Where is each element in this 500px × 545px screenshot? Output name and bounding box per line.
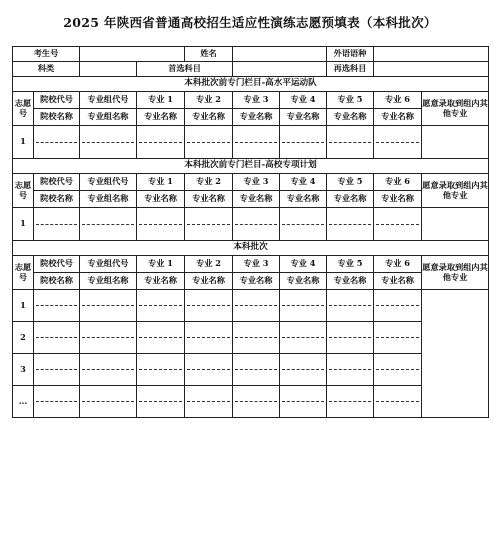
entry-cell[interactable]: [280, 290, 327, 322]
major-header: 专业 1: [137, 92, 185, 109]
dashed-divider: [235, 337, 277, 338]
major-header: 专业 3: [233, 256, 280, 273]
major-name-header: 专业名称: [233, 191, 280, 208]
entry-cell[interactable]: [233, 354, 280, 386]
entry-cell[interactable]: [280, 322, 327, 354]
dashed-divider: [235, 224, 277, 225]
entry-cell[interactable]: [34, 208, 80, 241]
school-name-header: 院校名称: [34, 109, 80, 126]
entry-cell[interactable]: [80, 322, 137, 354]
major-name-header: 专业名称: [374, 273, 422, 290]
volunteer-number: 1: [13, 208, 34, 241]
entry-cell[interactable]: [137, 290, 185, 322]
first-subject-field[interactable]: [233, 62, 327, 77]
entry-cell[interactable]: [34, 354, 80, 386]
major-header: 专业 5: [327, 92, 374, 109]
major-name-header: 专业名称: [137, 191, 185, 208]
group-code-header: 专业组代号: [80, 92, 137, 109]
school-code-header: 院校代号: [34, 92, 80, 109]
dashed-divider: [139, 305, 182, 306]
dashed-divider: [36, 224, 77, 225]
adjust-cell[interactable]: [422, 208, 489, 241]
entry-cell[interactable]: [137, 322, 185, 354]
second-subject-field[interactable]: [374, 62, 489, 77]
dashed-divider: [36, 401, 77, 402]
entry-cell[interactable]: [233, 322, 280, 354]
entry-cell[interactable]: [327, 208, 374, 241]
entry-cell[interactable]: [233, 290, 280, 322]
major-header: 专业 1: [137, 256, 185, 273]
entry-cell[interactable]: [327, 126, 374, 159]
group-name-header: 专业组名称: [80, 109, 137, 126]
dashed-divider: [187, 305, 230, 306]
page-title: 2025 年陕西省普通高校招生适应性演练志愿预填表（本科批次）: [63, 15, 437, 30]
major-name-header: 专业名称: [327, 273, 374, 290]
entry-cell[interactable]: [80, 208, 137, 241]
major-header: 专业 2: [185, 256, 233, 273]
volunteer-no-header: 志愿号: [13, 174, 34, 208]
entry-cell[interactable]: [374, 322, 422, 354]
entry-cell[interactable]: [80, 386, 137, 418]
dashed-divider: [187, 224, 230, 225]
dashed-divider: [329, 401, 371, 402]
dashed-divider: [282, 305, 324, 306]
subject-type-field[interactable]: [80, 62, 137, 77]
dashed-divider: [376, 305, 419, 306]
dashed-divider: [82, 369, 134, 370]
entry-cell[interactable]: [233, 386, 280, 418]
entry-cell[interactable]: [34, 386, 80, 418]
dashed-divider: [282, 142, 324, 143]
dashed-divider: [376, 369, 419, 370]
major-header: 专业 4: [280, 92, 327, 109]
school-name-header: 院校名称: [34, 273, 80, 290]
dashed-divider: [82, 337, 134, 338]
entry-cell[interactable]: [80, 354, 137, 386]
entry-cell[interactable]: [374, 126, 422, 159]
volunteer-number: ...: [13, 386, 34, 418]
entry-cell[interactable]: [34, 290, 80, 322]
entry-cell[interactable]: [80, 290, 137, 322]
major-header: 专业 6: [374, 256, 422, 273]
dashed-divider: [376, 401, 419, 402]
adjust-header: 愿意录取到组内其他专业: [422, 92, 489, 126]
group-name-header: 专业组名称: [80, 191, 137, 208]
major-header: 专业 5: [327, 256, 374, 273]
adjust-header: 愿意录取到组内其他专业: [422, 174, 489, 208]
dashed-divider: [187, 401, 230, 402]
entry-cell[interactable]: [374, 354, 422, 386]
major-name-header: 专业名称: [185, 109, 233, 126]
major-name-header: 专业名称: [280, 273, 327, 290]
dashed-divider: [329, 142, 371, 143]
dashed-divider: [82, 401, 134, 402]
entry-cell[interactable]: [280, 386, 327, 418]
volunteer-number: 1: [13, 126, 34, 159]
dashed-divider: [376, 142, 419, 143]
entry-cell[interactable]: [233, 126, 280, 159]
major-header: 专业 6: [374, 92, 422, 109]
entry-cell[interactable]: [185, 126, 233, 159]
volunteer-number: 2: [13, 322, 34, 354]
dashed-divider: [282, 224, 324, 225]
major-name-header: 专业名称: [280, 109, 327, 126]
dashed-divider: [82, 142, 134, 143]
first-subject-label: 首选科目: [137, 62, 233, 77]
dashed-divider: [376, 337, 419, 338]
major-name-header: 专业名称: [185, 191, 233, 208]
dashed-divider: [139, 337, 182, 338]
volunteer-number: 1: [13, 290, 34, 322]
entry-cell[interactable]: [280, 126, 327, 159]
dashed-divider: [187, 369, 230, 370]
dashed-divider: [282, 337, 324, 338]
entry-cell[interactable]: [280, 354, 327, 386]
dashed-divider: [139, 369, 182, 370]
dashed-divider: [36, 305, 77, 306]
major-name-header: 专业名称: [233, 273, 280, 290]
adjust-header: 愿意录取到组内其他专业: [422, 256, 489, 290]
entry-cell[interactable]: [137, 354, 185, 386]
dashed-divider: [376, 224, 419, 225]
dashed-divider: [235, 305, 277, 306]
entry-cell[interactable]: [185, 290, 233, 322]
major-name-header: 专业名称: [327, 109, 374, 126]
volunteer-no-header: 志愿号: [13, 92, 34, 126]
dashed-divider: [282, 369, 324, 370]
name-field[interactable]: [233, 47, 327, 62]
section-title: 本科批次前专门栏目-高水平运动队: [13, 77, 489, 92]
dashed-divider: [282, 401, 324, 402]
entry-cell[interactable]: [374, 208, 422, 241]
school-name-header: 院校名称: [34, 191, 80, 208]
dashed-divider: [329, 369, 371, 370]
major-name-header: 专业名称: [374, 191, 422, 208]
dashed-divider: [36, 142, 77, 143]
entry-cell[interactable]: [80, 126, 137, 159]
dashed-divider: [36, 337, 77, 338]
entry-cell[interactable]: [34, 126, 80, 159]
dashed-divider: [82, 305, 134, 306]
entry-cell[interactable]: [374, 290, 422, 322]
major-name-header: 专业名称: [233, 109, 280, 126]
major-header: 专业 3: [233, 174, 280, 191]
entry-cell[interactable]: [327, 354, 374, 386]
entry-cell[interactable]: [185, 386, 233, 418]
dashed-divider: [187, 142, 230, 143]
dashed-divider: [82, 224, 134, 225]
exam-no-field[interactable]: [80, 47, 185, 62]
dashed-divider: [139, 401, 182, 402]
school-code-header: 院校代号: [34, 256, 80, 273]
entry-cell[interactable]: [34, 322, 80, 354]
dashed-divider: [139, 224, 182, 225]
volunteer-no-header: 志愿号: [13, 256, 34, 290]
major-header: 专业 2: [185, 92, 233, 109]
group-code-header: 专业组代号: [80, 256, 137, 273]
major-header: 专业 4: [280, 174, 327, 191]
major-name-header: 专业名称: [374, 109, 422, 126]
section-title: 本科批次: [13, 241, 489, 256]
major-header: 专业 4: [280, 256, 327, 273]
entry-cell[interactable]: [185, 354, 233, 386]
dashed-divider: [235, 369, 277, 370]
exam-no-label: 考生号: [13, 47, 80, 62]
second-subject-label: 再选科目: [327, 62, 374, 77]
dashed-divider: [139, 142, 182, 143]
name-label: 姓名: [185, 47, 233, 62]
major-name-header: 专业名称: [137, 109, 185, 126]
dashed-divider: [235, 142, 277, 143]
group-name-header: 专业组名称: [80, 273, 137, 290]
major-header: 专业 6: [374, 174, 422, 191]
entry-cell[interactable]: [137, 386, 185, 418]
subject-type-label: 科类: [13, 62, 80, 77]
entry-cell[interactable]: [327, 290, 374, 322]
entry-cell[interactable]: [374, 386, 422, 418]
entry-cell[interactable]: [137, 126, 185, 159]
dashed-divider: [235, 401, 277, 402]
entry-cell[interactable]: [280, 208, 327, 241]
dashed-divider: [329, 224, 371, 225]
school-code-header: 院校代号: [34, 174, 80, 191]
major-header: 专业 3: [233, 92, 280, 109]
dashed-divider: [329, 337, 371, 338]
entry-cell[interactable]: [185, 208, 233, 241]
adjust-cell[interactable]: [422, 126, 489, 159]
section-title: 本科批次前专门栏目-高校专项计划: [13, 159, 489, 174]
foreign-lang-label: 外语语种: [327, 47, 374, 62]
entry-cell[interactable]: [185, 322, 233, 354]
adjust-cell[interactable]: [422, 290, 489, 418]
dashed-divider: [187, 337, 230, 338]
major-header: 专业 5: [327, 174, 374, 191]
entry-cell[interactable]: [233, 208, 280, 241]
major-name-header: 专业名称: [185, 273, 233, 290]
major-header: 专业 2: [185, 174, 233, 191]
major-name-header: 专业名称: [137, 273, 185, 290]
entry-cell[interactable]: [327, 386, 374, 418]
major-name-header: 专业名称: [280, 191, 327, 208]
foreign-lang-field[interactable]: [374, 47, 489, 62]
entry-cell[interactable]: [137, 208, 185, 241]
major-name-header: 专业名称: [327, 191, 374, 208]
major-header: 专业 1: [137, 174, 185, 191]
entry-cell[interactable]: [327, 322, 374, 354]
dashed-divider: [329, 305, 371, 306]
volunteer-form-table: [12, 46, 489, 418]
dashed-divider: [36, 369, 77, 370]
volunteer-number: 3: [13, 354, 34, 386]
group-code-header: 专业组代号: [80, 174, 137, 191]
